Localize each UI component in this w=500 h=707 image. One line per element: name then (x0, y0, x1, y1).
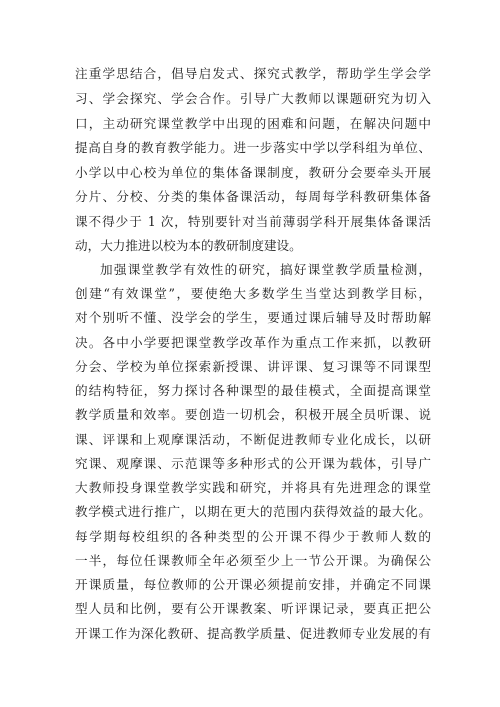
text-line: 究课、观摩课、示范课等多种形式的公开课为载体，引导广 (75, 456, 431, 471)
text-line: 分会、学校为单位探索新授课、讲评课、复习课等不同课型 (75, 359, 431, 374)
text-line: 型人员和比例，要有公开课教案、听评课记录，要真正把公 (75, 601, 431, 616)
text-line: 分片、分校、分类的集体备课活动，每周每学科教研集体备 (75, 189, 431, 204)
text-line: 课不得少于 1 次，特别要针对当前薄弱学科开展集体备课活 (75, 214, 431, 229)
text-line: 开课工作为深化教研、提高教学质量、促进教师专业发展的有 (75, 626, 431, 641)
text-line: 决。各中小学要把课堂教学改革作为重点工作来抓，以教研 (75, 335, 431, 350)
text-line: 大教师投身课堂教学实践和研究，并将具有先进理念的课堂 (75, 480, 431, 495)
text-line: 创建“有效课堂”，要使绝大多数学生当堂达到教学目标， (75, 286, 431, 301)
text-line: 提高自身的教育教学能力。进一步落实中学以学科组为单位、 (75, 140, 431, 155)
text-line: 一半，每位任课教师全年必须至少上一节公开课。为确保公 (75, 553, 431, 568)
text-line: 开课质量，每位教师的公开课必须提前安排，并确定不同课 (75, 577, 431, 592)
text-line: 动，大力推进以校为本的教研制度建设。 (75, 238, 302, 253)
paragraph-first-line: 加强课堂教学有效性的研究，搞好课堂教学质量检测， (100, 262, 431, 277)
text-line: 习、学会探究、学会合作。引导广大教师以课题研究为切入 (75, 91, 431, 106)
text-line: 教学质量和效率。要创造一切机会，积极开展全员听课、说 (75, 407, 431, 422)
text-line: 小学以中心校为单位的集体备课制度，教研分会要牵头开展 (75, 165, 431, 180)
text-line: 教学模式进行推广，以期在更大的范围内获得效益的最大化。 (75, 504, 431, 519)
text-line: 的结构特征，努力探讨各种课型的最佳模式，全面提高课堂 (75, 383, 431, 398)
text-line: 口，主动研究课堂教学中出现的困难和问题，在解决问题中 (75, 116, 431, 131)
text-line: 注重学思结合，倡导启发式、探究式教学，帮助学生学会学 (75, 66, 431, 81)
text-line: 每学期每校组织的各种类型的公开课不得少于教师人数的 (75, 529, 431, 544)
text-line: 对个别听不懂、没学会的学生，要通过课后辅导及时帮助解 (75, 310, 431, 325)
text-line: 课、评课和上观摩课活动，不断促进教师专业化成长，以研 (75, 432, 431, 447)
